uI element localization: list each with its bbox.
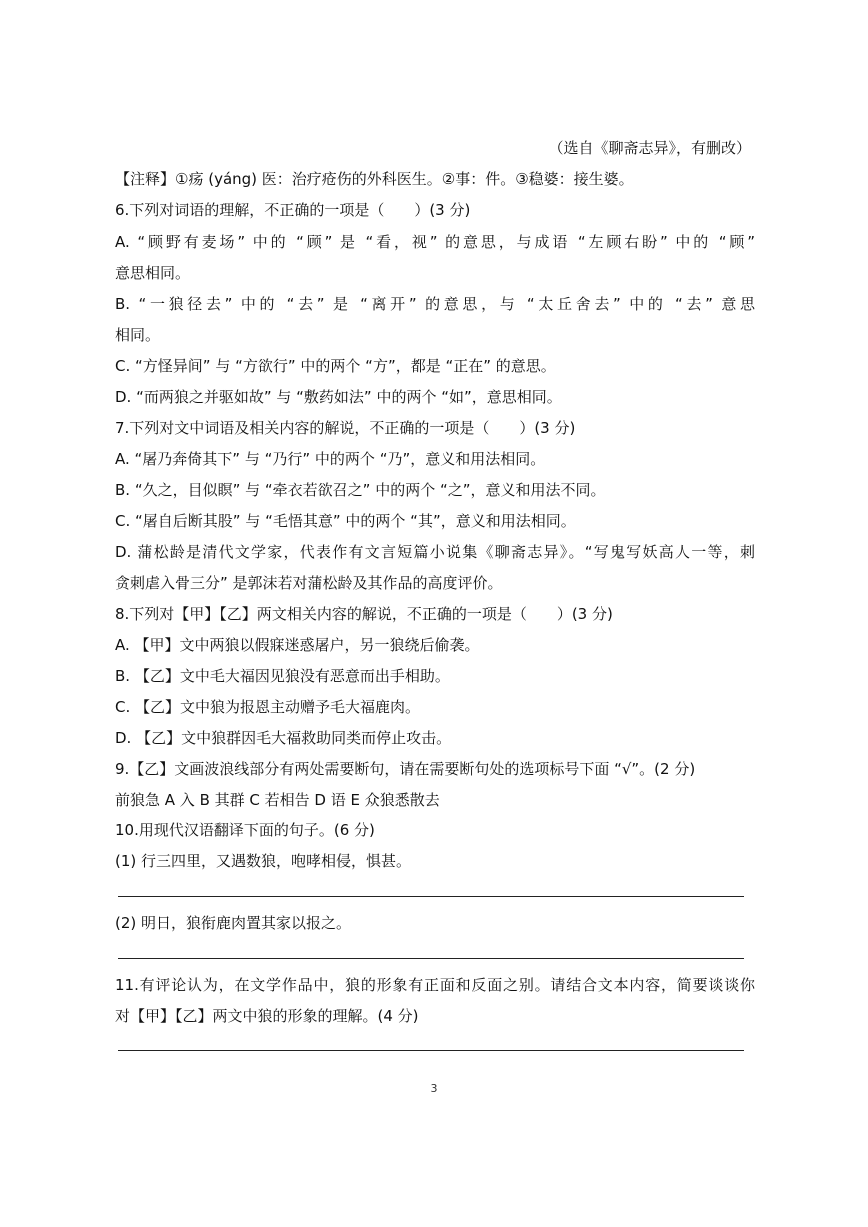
- question-8-option-c: C. 【乙】文中狼为报恩主动赠予毛大福鹿肉。: [115, 698, 421, 716]
- question-7-option-d: D. 蒲松龄是清代文学家，代表作有文言短篇小说集《聊斋志异》。“写鬼写妖高人一等，刺: [115, 543, 755, 561]
- question-10-sentence-1: (1) 行三四里，又遇数狼，咆哮相侵，惧甚。: [115, 852, 412, 870]
- question-6-option-a: A. “顾野有麦场” 中的 “顾” 是 “看，视” 的意思，与成语 “左顾右盼” 中的 “顾”: [115, 233, 755, 251]
- question-7-option-a: A. “屠乃奔倚其下” 与 “乃行” 中的两个 “乃”，意义和用法相同。: [115, 450, 546, 468]
- question-8-option-b: B. 【乙】文中毛大福因见狼没有恶意而出手相助。: [115, 667, 450, 685]
- question-7-option-b: B. “久之，目似瞑” 与 “牵衣若欲召之” 中的两个 “之”，意义和用法不同。: [115, 481, 606, 499]
- question-11-stem-continued: 对【甲】【乙】两文中狼的形象的理解。(4 分): [115, 1007, 419, 1025]
- question-10-sentence-2: (2) 明日，狼衔鹿肉置其家以报之。: [115, 914, 352, 932]
- question-6-option-c: C. “方怪异间” 与 “方欲行” 中的两个 “方”，都是 “正在” 的意思。: [115, 357, 556, 375]
- question-9-text: 前狼急 A 入 B 其群 C 若相告 D 语 E 众狼悉散去: [115, 791, 440, 809]
- question-6-option-b-continued: 相同。: [115, 326, 161, 344]
- question-8-stem: 8.下列对【甲】【乙】两文相关内容的解说，不正确的一项是（ ）(3 分): [115, 605, 613, 623]
- question-8-option-d: D. 【乙】文中狼群因毛大福救助同类而停止攻击。: [115, 729, 452, 747]
- question-9-stem: 9.【乙】文画波浪线部分有两处需要断句，请在需要断句处的选项标号下面 “√”。(2 分): [115, 760, 696, 778]
- source-note: （选自《聊斋志异》，有删改）: [548, 139, 751, 157]
- question-7-stem: 7.下列对文中词语及相关内容的解说，不正确的一项是（ ）(3 分): [115, 419, 576, 437]
- question-10-stem: 10.用现代汉语翻译下面的句子。(6 分): [115, 821, 375, 839]
- question-7-option-d-continued: 贪刺虐入骨三分” 是郭沫若对蒲松龄及其作品的高度评价。: [115, 574, 503, 592]
- answer-line-1: [118, 896, 744, 897]
- question-6-stem: 6.下列对词语的理解，不正确的一项是（ ）(3 分): [115, 201, 471, 219]
- question-7-option-c: C. “屠自后断其股” 与 “毛悟其意” 中的两个 “其”，意义和用法相同。: [115, 512, 576, 530]
- question-6-option-d: D. “而两狼之并驱如故” 与 “敷药如法” 中的两个 “如”，意思相同。: [115, 388, 562, 406]
- question-11-stem: 11.有评论认为，在文学作品中，狼的形象有正面和反面之别。请结合文本内容，简要谈谈你: [115, 976, 755, 994]
- answer-line-2: [118, 958, 744, 959]
- answer-line-3: [118, 1050, 744, 1051]
- question-6-option-b: B. “一狼径去” 中的 “去” 是 “离开” 的意思，与 “太丘舍去” 中的 “去” 意思: [115, 295, 755, 313]
- annotation-note: 【注释】①疡 (yáng) 医：治疗疮伤的外科医生。②事：件。③稳婆：接生婆。: [115, 170, 634, 188]
- question-8-option-a: A. 【甲】文中两狼以假寐迷惑屠户，另一狼绕后偷袭。: [115, 636, 480, 654]
- page-number: 3: [430, 1082, 438, 1095]
- question-6-option-a-continued: 意思相同。: [115, 264, 191, 282]
